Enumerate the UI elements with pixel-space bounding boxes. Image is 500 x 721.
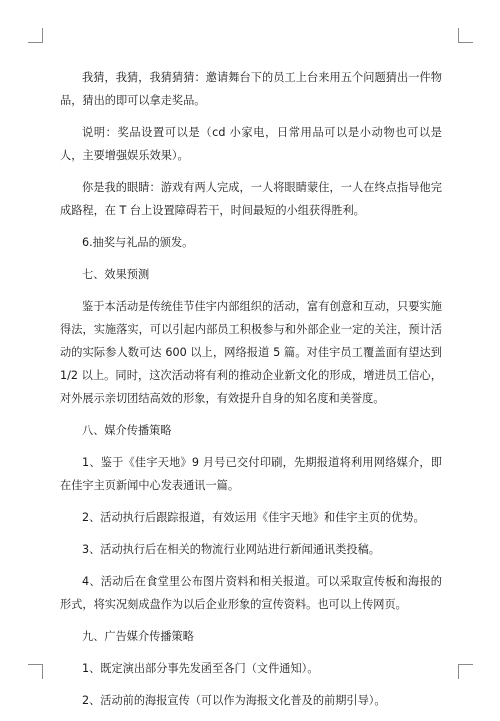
- paragraph-prize-note: 说明：奖品设置可以是（cd 小家电，日常用品可以是小动物也可以是人，主要增强娱乐效果）。: [60, 126, 442, 162]
- paragraph-guess-game: 我猜，我猜，我猜猜猜：邀请舞台下的员工上台来用五个问题猜出一件物品，猜出的即可以拿走奖品。: [60, 71, 442, 107]
- section-heading-media: 八、媒介传播策略: [82, 424, 172, 437]
- paragraph-media-2: 2、活动执行后跟踪报道，有效运用《佳宇天地》和佳宇主页的优势。: [82, 511, 425, 524]
- document-body: [60, 66, 442, 721]
- paragraph-ads-2: 2、活动前的海报宣传（可以作为海报文化普及的前期引导）。: [82, 694, 386, 707]
- crop-mark-bottom-right: [458, 664, 473, 679]
- paragraph-lottery: 6.抽奖与礼品的颁发。: [82, 236, 194, 249]
- paragraph-media-3: 3、活动执行后在相关的物流行业网站进行新闻通讯类投稿。: [82, 543, 380, 556]
- crop-mark-top-right: [458, 28, 473, 43]
- paragraph-media-1: 1、鉴于《佳宇天地》9 月号已交付印刷，先期报道将利用网络媒介，即在佳宇主页新闻中心发表通讯一篇。: [60, 456, 442, 492]
- section-heading-effect: 七、效果预测: [82, 268, 150, 281]
- paragraph-eyes-game: 你是我的眼睛：游戏有两人完成，一人将眼睛蒙住，一人在终点指导他完成路程，在 T 台上设置障碍若干，时间最短的小组获得胜利。: [60, 181, 442, 217]
- paragraph-media-4: 4、活动后在食堂里公布图片资料和相关报道。可以采取宣传板和海报的形式，将实况刻成盘作为以后企业形象的宣传资料。也可以上传网页。: [60, 575, 442, 611]
- section-heading-ads: 九、广告媒介传播策略: [82, 630, 194, 643]
- crop-mark-top-left: [28, 28, 43, 43]
- paragraph-effect: 鉴于本活动是传统佳节佳宇内部组织的活动，富有创意和互动，只要实施得法，实施落实，可以引起内部员工积极参与和外部企业一定的关注，预计活动的实际参人数可达 600 以上，网络报道 5 篇。对佳宇员工覆盖面有望达到 1/2 以上。同时，这次活动将有利的推动企业新文化的形成，增进员工信心，对外展示亲切团结高效的形象，有效提升自身的知名度和美誉度。: [60, 300, 442, 405]
- crop-mark-bottom-left: [28, 664, 43, 679]
- paragraph-ads-1: 1、既定演出部分事先发函至各门（文件通知）。: [82, 662, 319, 675]
